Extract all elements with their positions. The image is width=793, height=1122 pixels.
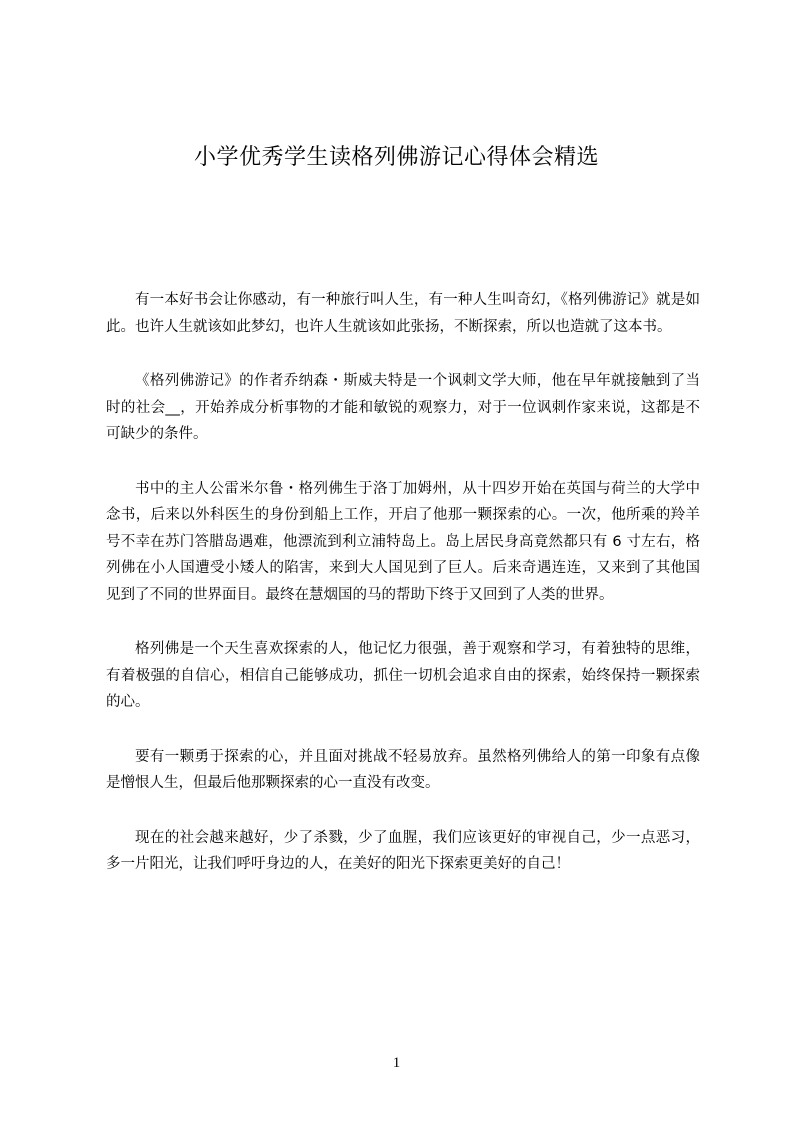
paragraph: 现在的社会越来越好，少了杀戮，少了血腥，我们应该更好的审视自己，少一点恶习，多一片阳光，让我们呼吁身边的人，在美好的阳光下探索更美好的自己！	[106, 829, 700, 872]
document-body	[106, 287, 700, 906]
paragraph: 格列佛是一个天生喜欢探索的人，他记忆力很强，善于观察和学习，有着独特的思维，有着极强的自信心，相信自己能够成功，抓住一切机会追求自由的探索，始终保持一颗探索的心。	[106, 641, 700, 710]
page-number: 1	[392, 1055, 401, 1071]
paragraph: 《格列佛游记》的作者乔纳森・斯威夫特是一个讽刺文学大师，他在早年就接触到了当时的社会__，开始养成分析事物的才能和敏锐的观察力，对于一位讽刺作家来说，这都是不可缺少的条件。	[106, 373, 700, 442]
paragraph: 有一本好书会让你感动，有一种旅行叫人生，有一种人生叫奇幻，《格列佛游记》就是如此。也许人生就该如此梦幻，也许人生就该如此张扬，不断探索，所以也造就了这本书。	[106, 292, 700, 335]
paragraph: 要有一颗勇于探索的心，并且面对挑战不轻易放弃。虽然格列佛给人的第一印象有点像是憎恨人生，但最后他那颗探索的心一直没有改变。	[106, 748, 700, 791]
paragraph: 书中的主人公雷米尔鲁・格列佛生于洛丁加姆州，从十四岁开始在英国与荷兰的大学中念书，后来以外科医生的身份到船上工作，开启了他那一颗探索的心。一次，他所乘的羚羊号不幸在苏门答腊岛遇难，他漂流到利立浦特岛上。岛上居民身高竟然都只有 6 寸左右，格列佛在小人国遭受小矮人的陷害，来到大人国见到了巨人。后来奇遇连连，又来到了其他国见到了不同的世界面目。最终在慧烟国的马的帮助下终于又回到了人类的世界。	[106, 480, 700, 603]
document-title: 小学优秀学生读格列佛游记心得体会精选	[193, 145, 599, 170]
